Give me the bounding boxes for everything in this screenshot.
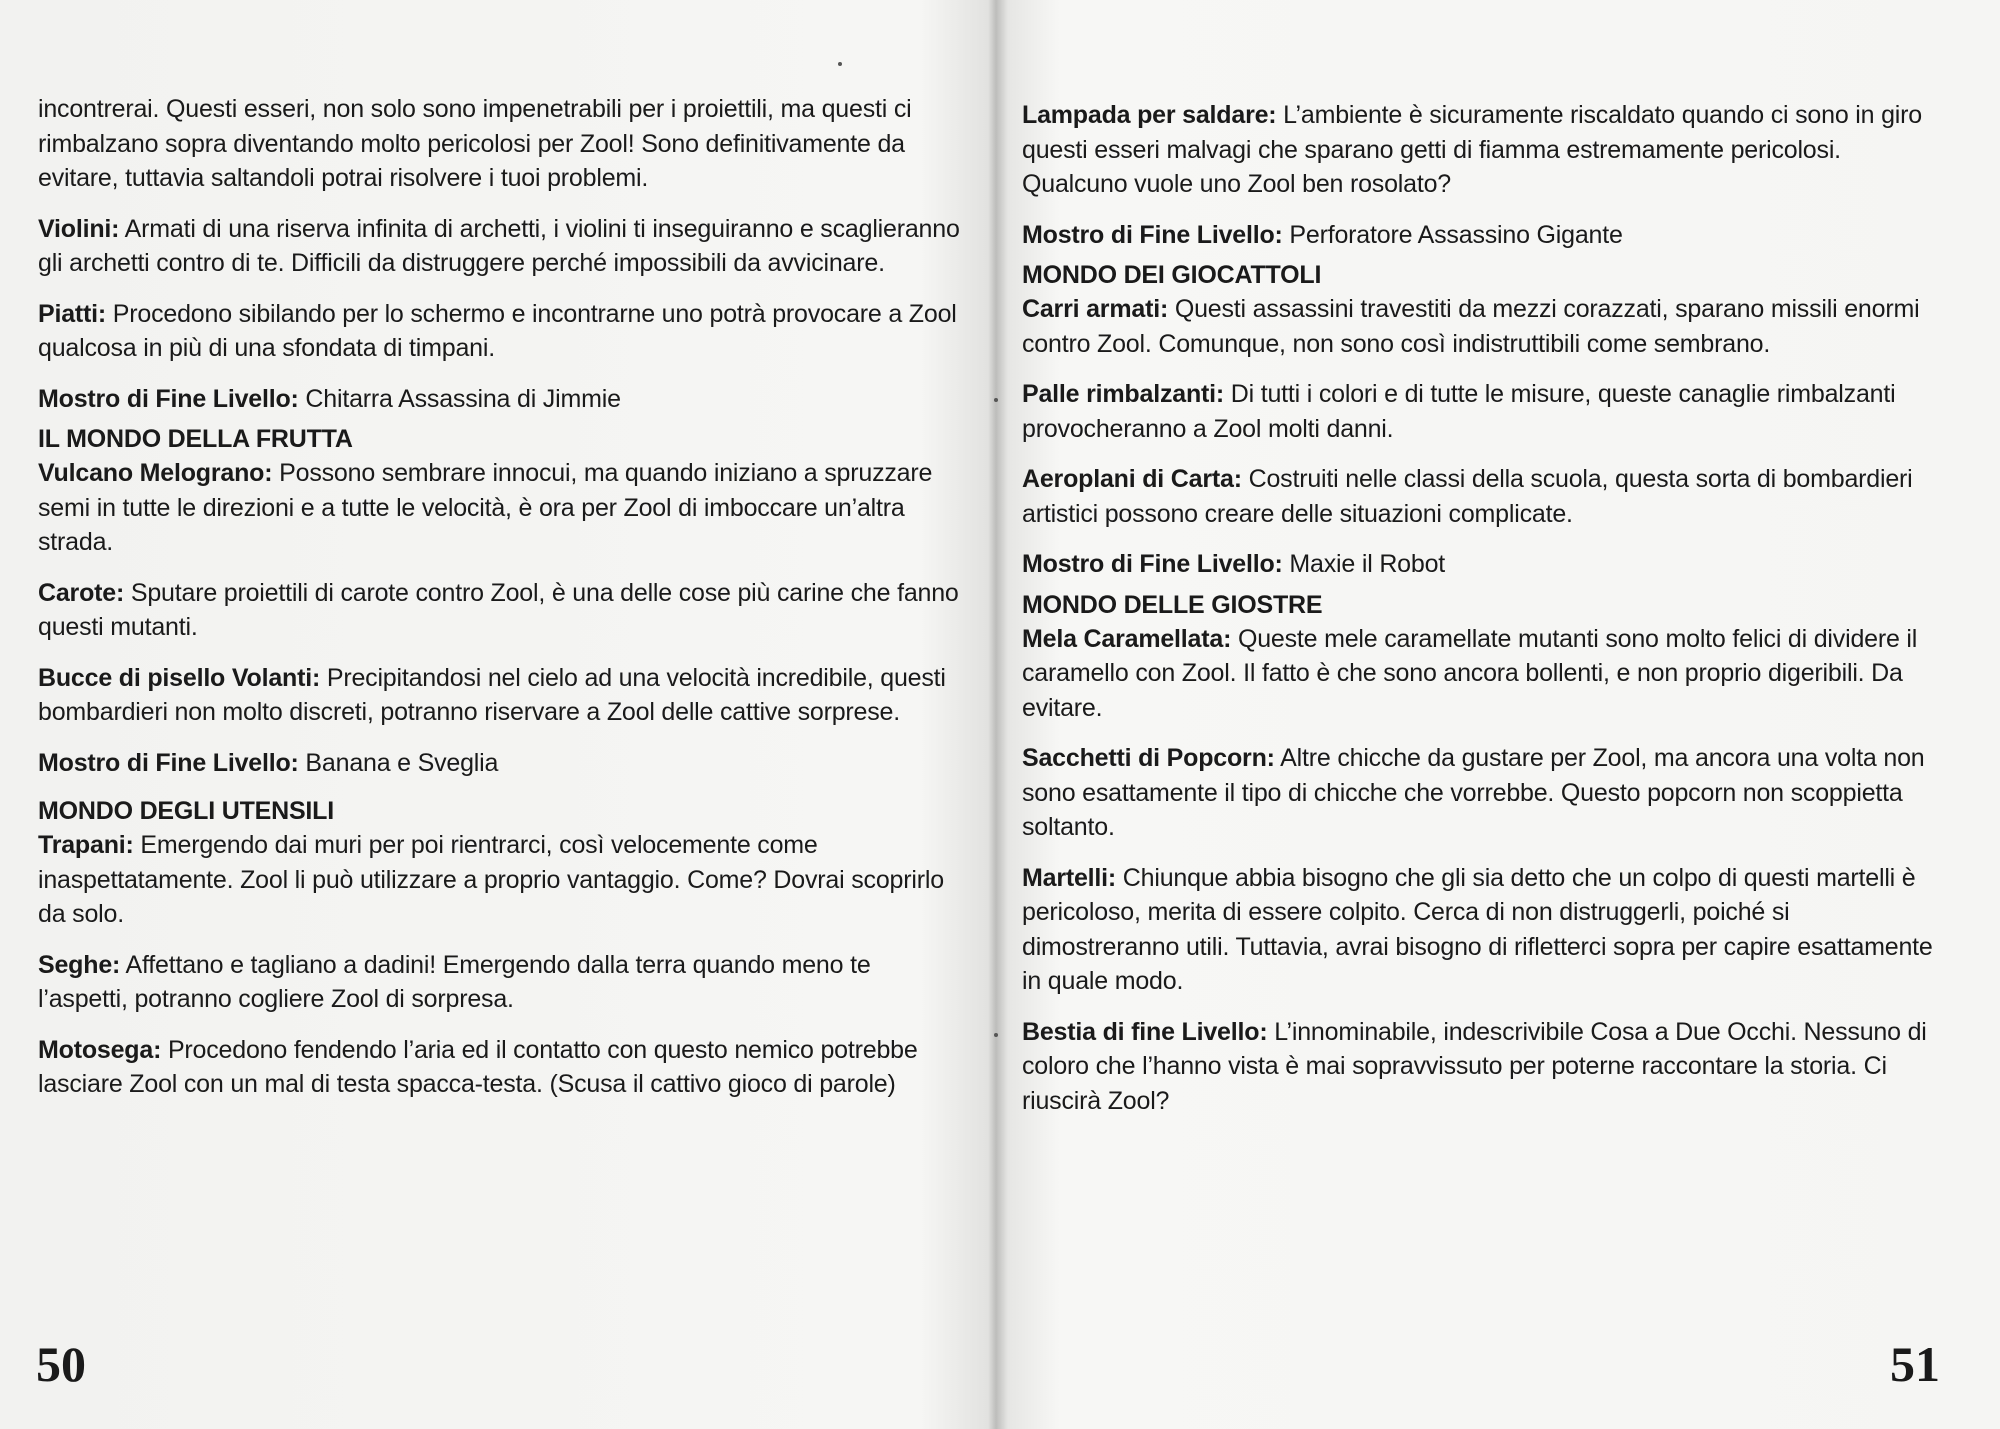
entry-text: Banana e Sveglia (298, 748, 499, 777)
entry-text: Emergendo dai muri per poi rientrarci, così velocemente come inaspettatamente. Zool li può utilizzare a proprio vantaggio. Come? Dovrai scoprirlo da solo. (38, 831, 944, 928)
section-heading: MONDO DELLE GIOSTRE (1022, 590, 1323, 619)
entry-term: Seghe: (38, 950, 121, 979)
enemy-entry (38, 1033, 963, 1102)
entry-term: Mostro di Fine Livello: (38, 384, 299, 413)
entry-text: Armati di una riserva infinita di archetti, i violini ti inseguiranno e scaglieranno gli archetti contro di te. Difficili da distruggere perché impossibili da avvicinare. (38, 214, 960, 277)
enemy-entry (38, 948, 963, 1017)
entry-term: Palle rimbalzanti: (1022, 380, 1225, 408)
binding-mark (994, 398, 998, 402)
section-heading: IL MONDO DELLA FRUTTA (38, 425, 353, 453)
entry-text: Queste mele caramellate mutanti sono molto felici di dividere il caramello con Zool. Il fatto è che sono ancora bollenti, e non proprio digeribili. Da evitare. (1022, 624, 1918, 722)
enemy-entry (1022, 98, 1942, 202)
enemy-entry (1022, 741, 1942, 845)
enemy-entry (38, 661, 963, 730)
entry-text: Perforatore Assassino Gigante (1282, 220, 1623, 249)
entry-term: Carri armati: (1022, 295, 1169, 323)
binding-mark (838, 62, 842, 66)
entry-text: Di tutti i colori e di tutte le misure, queste canaglie rimbalzanti provocheranno a Zool molti danni. (1022, 380, 1896, 443)
enemy-entry (1022, 377, 1942, 446)
entry-text: Chiunque abbia bisogno che gli sia detto che un colpo di questi martelli è pericoloso, merita di essere colpito. Cerca di non distruggerli, poiché si dimostreranno utili. Tuttavia, avrai bisogno di rifletterci sopra per capire esattamente in quale modo. (1022, 863, 1933, 995)
entry-text: incontrerai. Questi esseri, non solo sono impenetrabili per i proiettili, ma questi ci rimbalzano sopra diventando molto pericolosi per Zool! Sono definitivamente da evitare, tuttavia saltandoli potrai risolvere i tuoi problemi. (38, 95, 912, 192)
entry-term: Carote: (38, 578, 125, 607)
boss-entry (38, 746, 963, 781)
entry-term: Bucce di pisello Volanti: (38, 663, 321, 692)
entry-text: Precipitandosi nel cielo ad una velocità incredibile, questi bombardieri non molto discreti, potranno riservare a Zool delle cattive sorprese. (38, 663, 946, 726)
section-heading: MONDO DEGLI UTENSILI (38, 797, 335, 825)
enemy-entry (1022, 462, 1942, 531)
boss-entry (1022, 218, 1942, 253)
right-page (1000, 0, 2000, 1429)
entry-term: Lampada per saldare: (1022, 101, 1277, 129)
entry-text: Sputare proiettili di carote contro Zool, è una delle cose più carine che fanno questi mutanti. (38, 578, 959, 641)
enemy-entry (38, 456, 963, 560)
enemy-entry (38, 828, 963, 932)
entry-text: Procedono sibilando per lo schermo e incontrarne uno potrà provocare a Zool qualcosa in più di una sfondata di timpani. (38, 299, 957, 362)
entry-text: Affettano e tagliano a dadini! Emergendo dalla terra quando meno te l’aspetti, potranno cogliere Zool di sorpresa. (38, 950, 871, 1013)
entry-term: Sacchetti di Popcorn: (1022, 744, 1275, 772)
entry-text: L’innominabile, indescrivibile Cosa a Due Occhi. Nessuno di coloro che l’hanno vista è mai sopravvissuto per poterne raccontare la storia. Ci riuscirà Zool? (1022, 1017, 1927, 1115)
enemy-entry (1022, 861, 1942, 999)
entry-term: Piatti: (38, 299, 107, 328)
entry-term: Martelli: (1022, 863, 1117, 892)
page-number: 51 (1890, 1336, 1940, 1392)
text-block (38, 92, 963, 196)
enemy-entry (38, 576, 963, 645)
entry-text: Chitarra Assassina di Jimmie (298, 384, 621, 413)
entry-term: Mostro di Fine Livello: (38, 748, 299, 777)
entry-text: Procedono fendendo l’aria ed il contatto con questo nemico potrebbe lasciare Zool con un mal di testa spacca-testa. (Scusa il cattivo gioco di parole) (38, 1035, 918, 1098)
entry-text: Altre chicche da gustare per Zool, ma ancora una volta non sono esattamente il tipo di chicche che vorrebbe. Questo popcorn non scoppietta soltanto. (1022, 744, 1925, 841)
entry-text: Costruiti nelle classi della scuola, questa sorta di bombardieri artistici possono creare delle situazioni complicate. (1022, 465, 1913, 528)
entry-text: L’ambiente è sicuramente riscaldato quando ci sono in giro questi esseri malvagi che sparano getti di fiamma estremamente pericolosi. Qualcuno vuole uno Zool ben rosolato? (1022, 101, 1922, 198)
entry-term: Motosega: (38, 1035, 162, 1064)
entry-term: Trapani: (38, 831, 134, 859)
enemy-entry (1022, 292, 1942, 361)
page-number: 50 (36, 1336, 86, 1392)
entry-term: Mela Caramellata: (1022, 624, 1232, 653)
section-heading: MONDO DEI GIOCATTOLI (1022, 261, 1322, 289)
boss-entry (38, 382, 963, 417)
entry-text: Possono sembrare innocui, ma quando iniziano a spruzzare semi in tutte le direzioni e a tutte le velocità, è ora per Zool di imboccare un’altra strada. (38, 459, 933, 556)
enemy-entry (38, 212, 963, 281)
entry-term: Vulcano Melograno: (38, 459, 273, 487)
entry-text: Maxie il Robot (1282, 550, 1446, 578)
binding-mark (994, 1033, 998, 1037)
boss-entry (1022, 1015, 1942, 1119)
enemy-entry (38, 297, 963, 366)
left-page-text (38, 92, 963, 1118)
entry-term: Bestia di fine Livello: (1022, 1017, 1268, 1046)
entry-term: Mostro di Fine Livello: (1022, 550, 1283, 578)
right-page-text (1022, 98, 1942, 1134)
entry-text: Questi assassini travestiti da mezzi corazzati, sparano missili enormi contro Zool. Comunque, non sono così indistruttibili come sembrano. (1022, 295, 1920, 358)
entry-term: Violini: (38, 214, 120, 243)
boss-entry (1022, 547, 1942, 582)
entry-term: Mostro di Fine Livello: (1022, 220, 1283, 249)
enemy-entry (1022, 622, 1942, 726)
entry-term: Aeroplani di Carta: (1022, 465, 1242, 493)
